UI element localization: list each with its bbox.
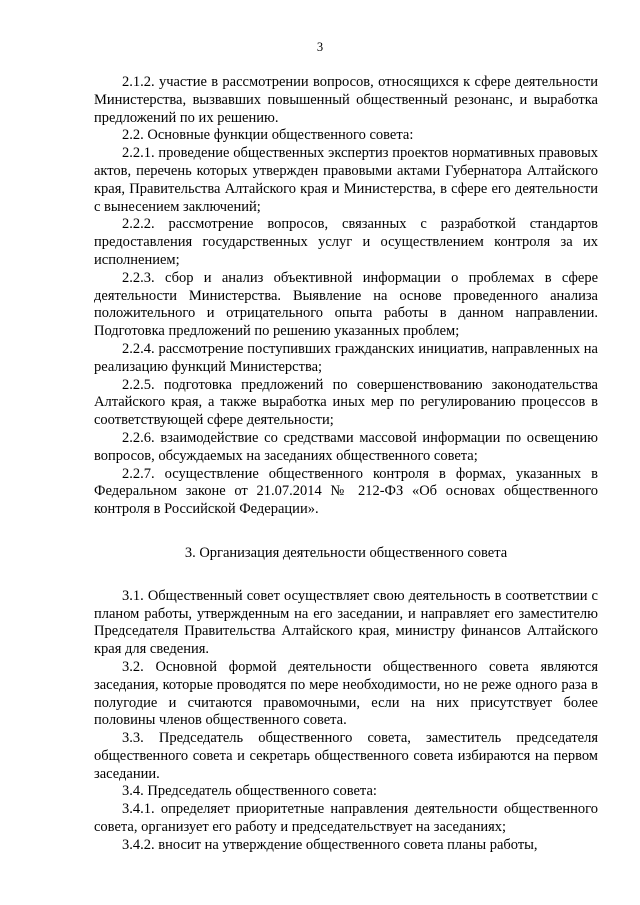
section-heading: 3. Организация деятельности общественного совета (184, 544, 508, 561)
paragraph-3-4: 3.4. Председатель общественного совета: (122, 783, 377, 800)
paragraph-3-3: 3.3. Председатель общественного совета, заместитель председателя общественного совета и секретарь общественного совета избираются на первом заседании. (94, 730, 598, 782)
paragraph-2-2-5: 2.2.5. подготовка предложений по совершенствованию законодательства Алтайского края, а также выработка иных мер по регулированию процессов в соответствующей сфере деятельности; (94, 376, 598, 429)
paragraph-2-2: 2.2. Основные функции общественного совета: (122, 127, 414, 144)
paragraph-3-4-2: 3.4.2. вносит на утверждение общественного совета планы работы, (122, 836, 538, 853)
paragraph-2-2-6: 2.2.6. взаимодействие со средствами массовой информации по освещению вопросов, обсуждаемых на заседаниях общественного совета; (94, 429, 598, 464)
paragraph-2-2-3: 2.2.3. сбор и анализ объективной информации о проблемах в сфере деятельности Министерства. Выявление на основе проведенного анализа положительного и отрицательного опыта работы в данном направлении. Подготовка предложений по решению указанных проблем; (94, 269, 598, 340)
paragraph-2-2-7: 2.2.7. осуществление общественного контроля в формах, указанных в Федеральном законе от 21.07.2014 № 212-ФЗ «Об основах общественного контроля в Российской Федерации». (94, 465, 598, 518)
paragraph-3-2: 3.2. Основной формой деятельности общественного совета являются заседания, которые проводятся по мере необходимости, но не реже одного раза в полугодие и считаются правомочными, если на них присутствует более половины членов общественного совета. (94, 658, 598, 729)
paragraph-2-1-2: 2.1.2. участие в рассмотрении вопросов, относящихся к сфере деятельности Министерства, вызвавших повышенный общественный резонанс, и выработка предложений по их решению. (94, 74, 598, 126)
paragraph-3-1: 3.1. Общественный совет осуществляет свою деятельность в соответствии с планом работы, утвержденным на его заседании, и направляет его заместителю Председателя Правительства Алтайского края, министру финансов Алтайского края для сведения. (94, 587, 598, 658)
paragraph-2-2-2: 2.2.2. рассмотрение вопросов, связанных с разработкой стандартов предоставления государственных услуг и осуществлением контроля за их исполнением; (94, 216, 598, 268)
document-body (94, 74, 598, 855)
paragraph-2-2-4: 2.2.4. рассмотрение поступивших гражданских инициатив, направленных на реализацию функций Министерства; (94, 340, 598, 375)
paragraph-3-4-1: 3.4.1. определяет приоритетные направления деятельности общественного совета, организует его работу и председательствует на заседаниях; (94, 801, 598, 836)
page-number: 3 (316, 40, 324, 54)
paragraph-2-2-1: 2.2.1. проведение общественных экспертиз проектов нормативных правовых актов, перечень которых утвержден правовыми актами Губернатора Алтайского края, Правительства Алтайского края и Министерства, в сфере его деятельности с вынесением заключений; (94, 145, 598, 215)
